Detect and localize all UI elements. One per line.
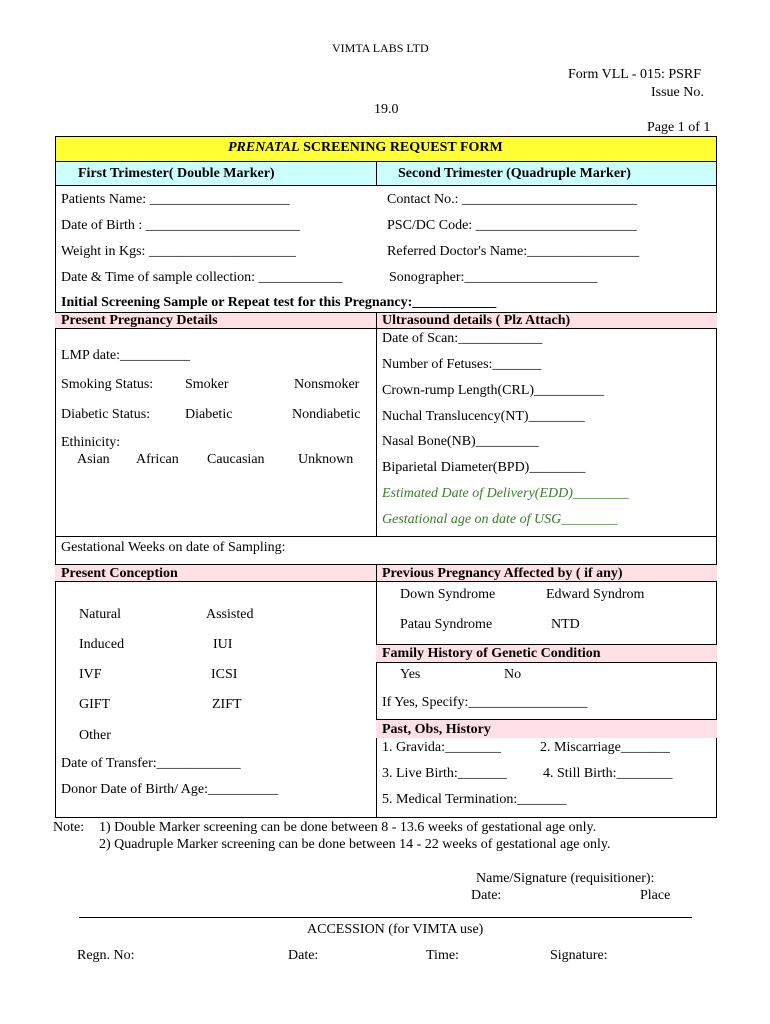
regn-no-field[interactable]: Regn. No: [77, 948, 135, 963]
company-name: VIMTA LABS LTD [332, 41, 429, 55]
gift-option[interactable]: GIFT [79, 697, 111, 712]
note-1: 1) Double Marker screening can be done between 8 - 13.6 weeks of gestational age only. [99, 820, 597, 835]
sample-time-field[interactable]: Date & Time of sample collection: ____________ [61, 270, 343, 285]
nasal-bone-field[interactable]: Nasal Bone(NB)_________ [382, 434, 539, 449]
requisitioner-signature[interactable]: Name/Signature (requisitioner): [476, 871, 655, 886]
conception-header: Present Conception [61, 566, 178, 581]
previous-pregnancy-header: Previous Pregnancy Affected by ( if any) [382, 566, 623, 581]
psc-code-field[interactable]: PSC/DC Code: _______________________ [387, 218, 637, 233]
edd-field[interactable]: Estimated Date of Delivery(EDD)________ [382, 486, 629, 501]
accession-title: ACCESSION (for VIMTA use) [307, 922, 484, 937]
nondiabetic-option[interactable]: Nondiabetic [292, 407, 361, 422]
form-frame [55, 136, 717, 818]
other-option[interactable]: Other [79, 728, 111, 743]
accession-time-field[interactable]: Time: [426, 948, 459, 963]
patient-name-field[interactable]: Patients Name: ____________________ [61, 192, 290, 207]
induced-option[interactable]: Induced [79, 637, 125, 652]
smoking-label: Smoking Status: [61, 377, 154, 392]
diabetic-label: Diabetic Status: [61, 407, 151, 422]
nt-field[interactable]: Nuchal Translucency(NT)________ [382, 409, 585, 424]
smoker-option[interactable]: Smoker [185, 377, 229, 392]
dob-field[interactable]: Date of Birth : ______________________ [61, 218, 300, 233]
still-birth-field[interactable]: 4. Still Birth:________ [543, 766, 673, 781]
iui-option[interactable]: IUI [213, 637, 233, 652]
down-syndrome-option[interactable]: Down Syndrome [400, 587, 496, 602]
family-yes-option[interactable]: Yes [400, 667, 421, 682]
note-2: 2) Quadruple Marker screening can be done between 14 - 22 weeks of gestational age only. [99, 837, 611, 852]
signature-place[interactable]: Place [640, 888, 671, 903]
bpd-field[interactable]: Biparietal Diameter(BPD)________ [382, 460, 586, 475]
natural-option[interactable]: Natural [79, 607, 121, 622]
unknown-option[interactable]: Unknown [298, 452, 354, 467]
form-title-rest: SCREENING REQUEST FORM [299, 140, 503, 155]
ga-usg-field[interactable]: Gestational age on date of USG________ [382, 512, 618, 527]
pregnancy-header: Present Pregnancy Details [61, 313, 218, 328]
weight-field[interactable]: Weight in Kgs: _____________________ [61, 244, 296, 259]
asian-option[interactable]: Asian [77, 452, 110, 467]
transfer-date-field[interactable]: Date of Transfer:____________ [61, 756, 241, 771]
zift-option[interactable]: ZIFT [212, 697, 242, 712]
lmp-field[interactable]: LMP date:__________ [61, 348, 190, 363]
scan-date-field[interactable]: Date of Scan:____________ [382, 331, 543, 346]
patau-syndrome-option[interactable]: Patau Syndrome [400, 617, 493, 632]
fetuses-field[interactable]: Number of Fetuses:_______ [382, 357, 542, 372]
accession-date-field[interactable]: Date: [288, 948, 319, 963]
page-number: Page 1 of 1 [647, 120, 711, 135]
family-no-option[interactable]: No [504, 667, 522, 682]
ntd-option[interactable]: NTD [551, 617, 580, 632]
edward-syndrome-option[interactable]: Edward Syndrom [546, 587, 645, 602]
crl-field[interactable]: Crown-rump Length(CRL)__________ [382, 383, 605, 398]
form-number: Form VLL - 015: PSRF [568, 67, 702, 82]
assisted-option[interactable]: Assisted [206, 607, 254, 622]
family-history-header: Family History of Genetic Condition [382, 646, 601, 661]
referred-doctor-field[interactable]: Referred Doctor's Name:________________ [387, 244, 640, 259]
nonsmoker-option[interactable]: Nonsmoker [294, 377, 360, 392]
sonographer-field[interactable]: Sonographer:___________________ [389, 270, 598, 285]
signature-date[interactable]: Date: [471, 888, 502, 903]
family-specify-field[interactable]: If Yes, Specify:_________________ [382, 695, 588, 710]
accession-divider [79, 917, 692, 918]
form-title [228, 140, 503, 156]
ivf-option[interactable]: IVF [79, 667, 102, 682]
diabetic-option[interactable]: Diabetic [185, 407, 233, 422]
contact-field[interactable]: Contact No.: _________________________ [387, 192, 638, 207]
issue-value: 19.0 [374, 102, 399, 117]
termination-field[interactable]: 5. Medical Termination:_______ [382, 792, 567, 807]
gestational-weeks-field[interactable]: Gestational Weeks on date of Sampling: [61, 540, 286, 555]
accession-signature-field[interactable]: Signature: [550, 948, 608, 963]
icsi-option[interactable]: ICSI [211, 667, 238, 682]
issue-label: Issue No. [651, 85, 704, 100]
first-trimester-label: First Trimester( Double Marker) [78, 166, 275, 181]
african-option[interactable]: African [136, 452, 179, 467]
ethnicity-label: Ethinicity: [61, 435, 121, 450]
donor-dob-field[interactable]: Donor Date of Birth/ Age:__________ [61, 782, 278, 797]
initial-screening-field[interactable]: Initial Screening Sample or Repeat test for this Pregnancy:____________ [61, 295, 497, 310]
note-label: Note: [53, 820, 85, 835]
ultrasound-header: Ultrasound details ( Plz Attach) [382, 313, 571, 328]
live-birth-field[interactable]: 3. Live Birth:_______ [382, 766, 507, 781]
caucasian-option[interactable]: Caucasian [207, 452, 265, 467]
form-title-italic: PRENATAL [228, 140, 300, 155]
miscarriage-field[interactable]: 2. Miscarriage_______ [540, 740, 670, 755]
history-header: Past, Obs, History [382, 722, 491, 737]
gravida-field[interactable]: 1. Gravida:________ [382, 740, 501, 755]
second-trimester-label: Second Trimester (Quadruple Marker) [398, 166, 631, 181]
